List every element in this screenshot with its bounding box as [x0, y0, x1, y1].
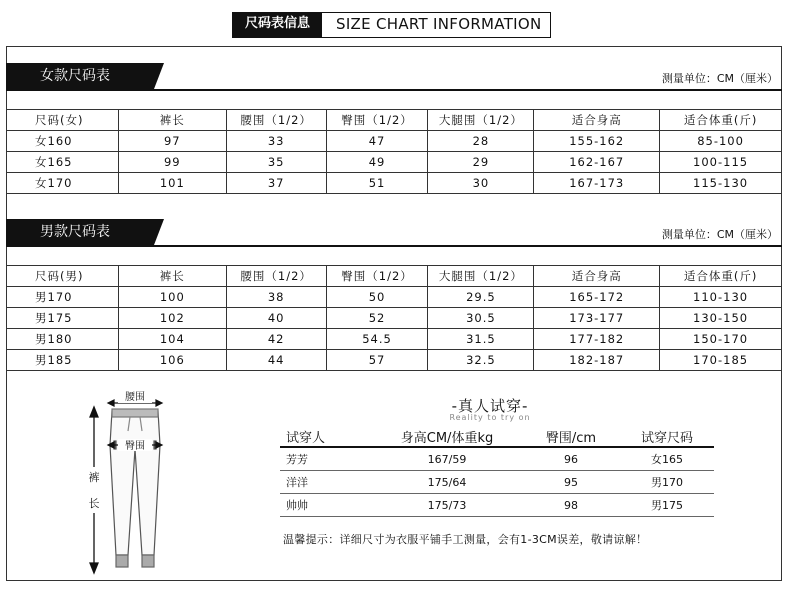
men-header-cell: 适合身高	[534, 266, 660, 287]
tip-text: 温馨提示：详细尺寸为衣服平铺手工测量，会有1-3CM误差，敬请谅解！	[283, 533, 648, 546]
table-row	[7, 287, 782, 308]
men-header-cell: 尺码(男)	[7, 266, 119, 287]
tryon-cell: 98	[522, 494, 620, 517]
men-cell: 130-150	[660, 308, 782, 329]
header-title	[232, 12, 551, 38]
women-header-cell: 大腿围（1/2）	[428, 110, 534, 131]
women-section-rule	[6, 89, 782, 91]
tryon-cell: 96	[522, 447, 620, 471]
men-cell: 男180	[7, 329, 119, 350]
women-cell: 51	[326, 173, 428, 194]
men-cell: 100	[118, 287, 226, 308]
men-cell: 173-177	[534, 308, 660, 329]
women-cell: 100-115	[660, 152, 782, 173]
men-header-cell: 裤长	[118, 266, 226, 287]
women-cell: 85-100	[660, 131, 782, 152]
length-label-1: 裤	[88, 471, 100, 484]
women-cell: 101	[118, 173, 226, 194]
tryon-subtitle: Reality to try on	[449, 413, 531, 422]
men-cell: 38	[226, 287, 326, 308]
women-header-cell: 裤长	[118, 110, 226, 131]
women-cell: 155-162	[534, 131, 660, 152]
waist-label: 腰围	[125, 392, 145, 403]
men-section-rule	[6, 245, 782, 247]
tryon-header-cell: 身高CM/体重kg	[372, 426, 522, 447]
tryon-header-cell: 试穿人	[280, 426, 372, 447]
table-row	[7, 350, 782, 371]
men-unit-label: 测量单位：CM（厘米）	[661, 228, 778, 241]
men-cell: 150-170	[660, 329, 782, 350]
men-cell: 44	[226, 350, 326, 371]
tryon-table	[280, 426, 714, 517]
women-cell: 28	[428, 131, 534, 152]
table-row	[7, 152, 782, 173]
hip-label: 臀围	[125, 441, 145, 452]
tryon-title: -真人试穿-	[451, 397, 529, 415]
tryon-cell: 帅帅	[280, 494, 372, 517]
men-cell: 29.5	[428, 287, 534, 308]
men-section-title: 男款尺码表	[6, 219, 154, 245]
women-cell: 99	[118, 152, 226, 173]
header-title-cn: 尺码表信息	[233, 13, 322, 37]
pants-outline	[110, 409, 160, 567]
men-cell: 男175	[7, 308, 119, 329]
table-row	[7, 173, 782, 194]
women-cell: 167-173	[534, 173, 660, 194]
men-cell: 102	[118, 308, 226, 329]
table-row	[7, 329, 782, 350]
table-row	[280, 494, 714, 517]
women-size-table	[6, 109, 782, 194]
men-cell: 57	[326, 350, 428, 371]
header-title-en: SIZE CHART INFORMATION	[322, 13, 550, 37]
women-cell: 女165	[7, 152, 119, 173]
women-header-cell: 适合体重(斤)	[660, 110, 782, 131]
table-row	[280, 447, 714, 471]
tryon-cell: 95	[522, 471, 620, 494]
men-cell: 170-185	[660, 350, 782, 371]
women-cell: 女160	[7, 131, 119, 152]
women-cell: 33	[226, 131, 326, 152]
tryon-cell: 167/59	[372, 447, 522, 471]
women-cell: 115-130	[660, 173, 782, 194]
tryon-cell: 175/64	[372, 471, 522, 494]
men-header-cell: 腰围（1/2）	[226, 266, 326, 287]
men-cell: 54.5	[326, 329, 428, 350]
men-cell: 男170	[7, 287, 119, 308]
table-row	[280, 471, 714, 494]
women-cell: 29	[428, 152, 534, 173]
women-cell: 47	[326, 131, 428, 152]
women-header-cell: 尺码(女)	[7, 110, 119, 131]
men-header-cell: 臀围（1/2）	[326, 266, 428, 287]
men-cell: 52	[326, 308, 428, 329]
women-cell: 49	[326, 152, 428, 173]
tryon-cell: 洋洋	[280, 471, 372, 494]
tryon-cell: 男175	[620, 494, 714, 517]
tryon-cell: 女165	[620, 447, 714, 471]
men-cell: 40	[226, 308, 326, 329]
tryon-header-cell: 试穿尺码	[620, 426, 714, 447]
men-cell: 男185	[7, 350, 119, 371]
men-cell: 106	[118, 350, 226, 371]
women-header-cell: 腰围（1/2）	[226, 110, 326, 131]
men-cell: 50	[326, 287, 428, 308]
tryon-cell: 175/73	[372, 494, 522, 517]
table-row	[7, 308, 782, 329]
men-cell: 182-187	[534, 350, 660, 371]
table-row	[7, 131, 782, 152]
women-header-cell: 臀围（1/2）	[326, 110, 428, 131]
men-cell: 32.5	[428, 350, 534, 371]
women-cell: 35	[226, 152, 326, 173]
women-cell: 97	[118, 131, 226, 152]
men-header-cell: 适合体重(斤)	[660, 266, 782, 287]
men-cell: 42	[226, 329, 326, 350]
women-cell: 37	[226, 173, 326, 194]
men-cell: 30.5	[428, 308, 534, 329]
tryon-cell: 男170	[620, 471, 714, 494]
men-cell: 31.5	[428, 329, 534, 350]
women-cell: 30	[428, 173, 534, 194]
men-cell: 104	[118, 329, 226, 350]
men-cell: 165-172	[534, 287, 660, 308]
pants-diagram	[84, 385, 204, 575]
women-header-row	[7, 110, 782, 131]
women-unit-label: 测量单位：CM（厘米）	[661, 72, 778, 85]
women-header-cell: 适合身高	[534, 110, 660, 131]
women-cell: 女170	[7, 173, 119, 194]
tryon-cell: 芳芳	[280, 447, 372, 471]
tryon-header-cell: 臀围/cm	[522, 426, 620, 447]
men-header-row	[7, 266, 782, 287]
men-cell: 177-182	[534, 329, 660, 350]
length-label-2: 长	[88, 497, 100, 510]
women-cell: 162-167	[534, 152, 660, 173]
men-header-cell: 大腿围（1/2）	[428, 266, 534, 287]
women-section-title: 女款尺码表	[6, 63, 154, 89]
men-size-table	[6, 265, 782, 371]
men-cell: 110-130	[660, 287, 782, 308]
